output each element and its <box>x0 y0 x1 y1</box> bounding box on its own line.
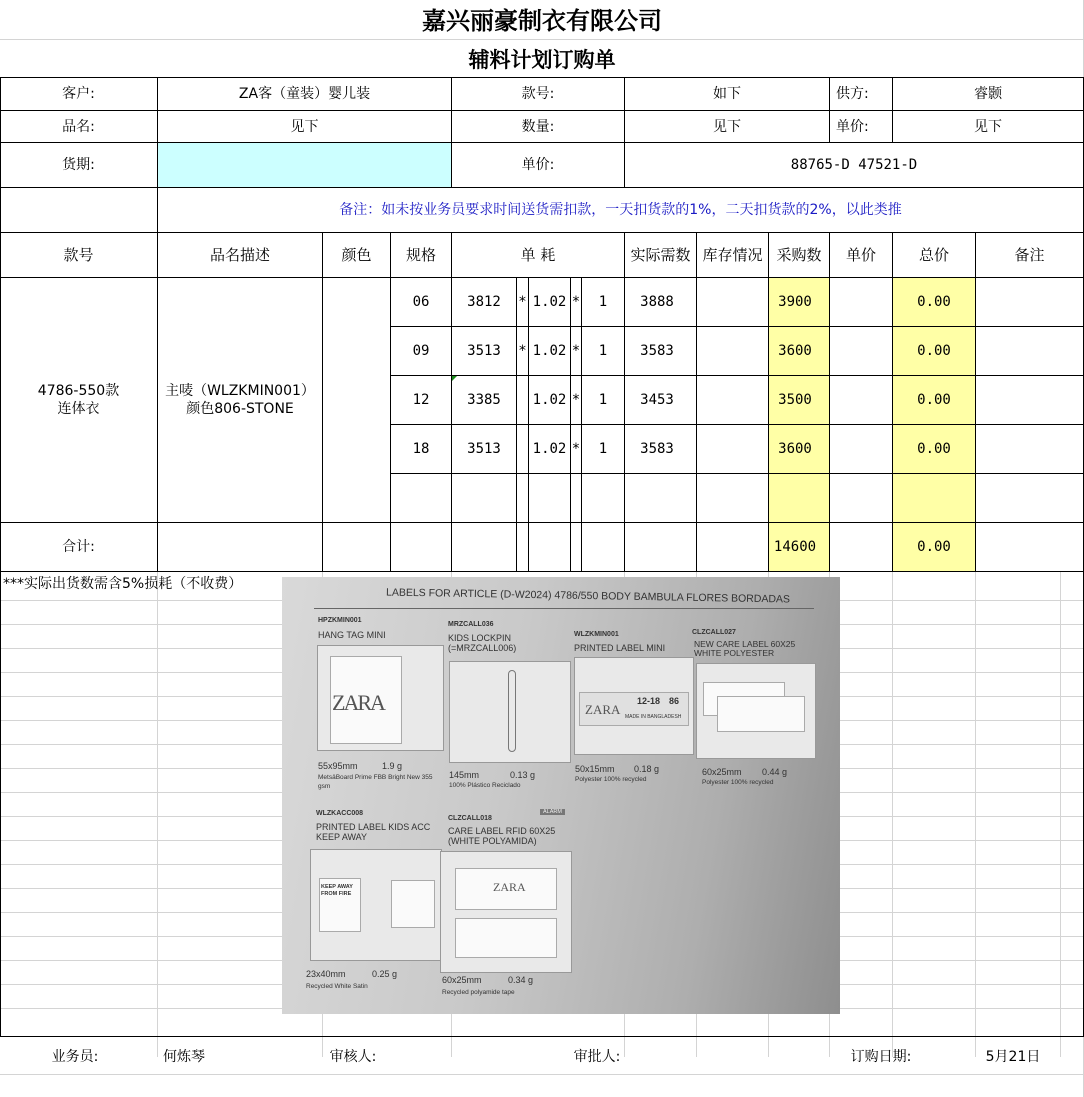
label-weight: 0.44 g <box>762 767 788 777</box>
label-name: NEW CARE LABEL 60X25 WHITE POLYESTER <box>694 639 796 658</box>
row-star1: * <box>518 343 527 359</box>
row-star2: * <box>571 343 581 359</box>
label-weight: 0.34 g <box>508 975 534 985</box>
row-mult: 1 <box>598 294 608 310</box>
row-mult: 1 <box>598 392 608 408</box>
customer-label: 客户: <box>62 86 95 102</box>
company-name: 嘉兴丽豪制衣有限公司 <box>422 6 662 35</box>
row-total: 0.00 <box>917 441 951 457</box>
delivery-label: 货期: <box>62 157 95 173</box>
label-size: 23x40mm <box>306 969 346 979</box>
label-material: MetsäBoard Prime FBB Bright New 355 gsm <box>318 774 433 790</box>
label-code: WLZKACC008 <box>316 810 364 817</box>
col-price: 单价 <box>845 246 876 264</box>
unit-price-label: 单价: <box>836 118 869 135</box>
label-code: CLZCALL027 <box>692 629 736 636</box>
row-total: 0.00 <box>917 343 951 359</box>
keep-away-text: KEEP AWAY FROM FIRE <box>321 884 353 897</box>
row-mult: 1 <box>598 343 608 359</box>
zara-logo: ZARA <box>493 880 526 894</box>
zara-logo: ZARA <box>332 690 384 715</box>
supplier-label: 供方: <box>836 86 869 102</box>
col-total: 总价 <box>918 246 949 264</box>
row-qty: 3812 <box>467 294 501 310</box>
row-star1 <box>517 376 528 424</box>
unit-price2-value[interactable]: 88765-D 47521-D <box>790 157 918 173</box>
row-star1 <box>517 425 528 473</box>
label-weight: 0.18 g <box>634 764 660 774</box>
row-actual: 3583 <box>640 441 674 457</box>
approver-label: 审批人: <box>573 1049 621 1065</box>
row-star2: * <box>571 294 581 310</box>
label-code: CLZCALL018 <box>448 815 492 822</box>
row-factor: 1.02 <box>532 294 567 310</box>
style-value[interactable]: 如下 <box>713 86 741 102</box>
delivery-value[interactable] <box>158 143 451 187</box>
salesman-value: 何炼琴 <box>163 1049 205 1065</box>
label-material: Recycled polyamide tape <box>442 989 515 996</box>
unit-price-value[interactable]: 见下 <box>974 118 1002 135</box>
row-qty: 3513 <box>467 441 501 457</box>
label-image <box>696 663 816 759</box>
label-name: HANG TAG MINI <box>318 630 386 640</box>
customer-value[interactable]: ZA客（童装）婴儿装 <box>238 86 371 102</box>
label-code: WLZKMIN001 <box>574 631 619 638</box>
label-code: MRZCALL036 <box>448 621 494 628</box>
row-purchase[interactable]: 3600 <box>778 343 812 359</box>
col-actual: 实际需数 <box>630 246 691 264</box>
row-factor: 1.02 <box>532 343 567 359</box>
reviewer-label: 审核人: <box>329 1049 377 1065</box>
label-material: Recycled White Satin <box>306 983 368 990</box>
totals-label: 合计: <box>62 539 95 555</box>
label-name: CARE LABEL RFID 60X25 (WHITE POLYAMIDA) <box>448 826 556 846</box>
row-star1: * <box>518 294 527 310</box>
row-size: 18 <box>412 441 430 457</box>
label-name: PRINTED LABEL KIDS ACC KEEP AWAY <box>316 822 431 842</box>
col-desc: 品名描述 <box>209 246 270 264</box>
label-size: 50x15mm <box>575 764 615 774</box>
row-actual: 3453 <box>640 392 674 408</box>
order-date-label: 订购日期: <box>850 1049 912 1065</box>
salesman-label: 业务员: <box>51 1049 99 1065</box>
label-weight: 0.25 g <box>372 969 398 979</box>
size-tag: 12-18 <box>637 696 661 706</box>
label-size: 60x25mm <box>702 767 742 777</box>
label-image <box>310 849 442 961</box>
style-label: 款号: <box>521 86 555 102</box>
row-star2: * <box>571 441 581 457</box>
size-cm: 86 <box>669 696 680 706</box>
supplier-value[interactable]: 睿颢 <box>974 86 1002 102</box>
label-material: Polyester 100% recycled <box>575 776 647 783</box>
document-title: 辅料计划订购单 <box>468 47 616 72</box>
made-in: MADE IN BANGLADESH <box>625 714 682 720</box>
label-size: 55x95mm <box>318 761 358 771</box>
col-usage: 单 耗 <box>520 246 556 264</box>
photo-title-rule <box>314 608 814 609</box>
totals-purchase: 14600 <box>773 539 817 555</box>
totals-total: 0.00 <box>917 539 951 555</box>
label-sheet-photo[interactable] <box>282 577 840 1014</box>
label-size: 60x25mm <box>442 975 482 985</box>
label-image <box>449 661 571 763</box>
product-label: 品名: <box>62 118 95 135</box>
label-image <box>574 657 694 755</box>
row-total: 0.00 <box>917 294 951 310</box>
col-note: 备注 <box>1014 246 1045 264</box>
unit-price2-label: 单价: <box>521 157 555 173</box>
zara-logo: ZARA <box>585 702 621 717</box>
comment-marker <box>452 376 457 381</box>
label-code: HPZKMIN001 <box>318 617 362 624</box>
alarm-badge: ALARM <box>540 809 565 815</box>
order-date-value: 5月21日 <box>985 1049 1041 1065</box>
col-style: 款号 <box>63 246 94 264</box>
product-value[interactable]: 见下 <box>290 118 319 135</box>
row-size: 09 <box>412 343 430 359</box>
quantity-label: 数量: <box>521 118 555 135</box>
loss-note: ***实际出货数需含5%损耗（不收费） <box>3 576 243 592</box>
label-name: KIDS LOCKPIN (=MRZCALL006) <box>448 633 517 653</box>
row-mult: 1 <box>598 441 608 457</box>
row-purchase[interactable]: 3600 <box>778 441 812 457</box>
label-weight: 1.9 g <box>382 761 403 771</box>
col-color: 颜色 <box>341 246 372 264</box>
row-factor: 1.02 <box>532 392 567 408</box>
row-factor: 1.02 <box>532 441 567 457</box>
row-size: 06 <box>412 294 430 310</box>
quantity-value[interactable]: 见下 <box>713 118 741 135</box>
photo-title: LABELS FOR ARTICLE (D-W2024) 4786/550 BODY BAMBULA FLORES BORDADAS <box>385 586 791 606</box>
item-description: 主唛（WLZKMIN001）颜色806-STONE <box>165 383 315 417</box>
item-style: 4786-550款 连体衣 <box>37 383 120 417</box>
row-qty: 3385 <box>467 392 501 408</box>
row-purchase[interactable]: 3900 <box>778 294 812 310</box>
row-total: 0.00 <box>917 392 951 408</box>
col-size: 规格 <box>405 246 436 264</box>
col-stock: 库存情况 <box>702 246 763 264</box>
row-actual: 3583 <box>640 343 674 359</box>
row-purchase[interactable]: 3500 <box>778 392 812 408</box>
label-image <box>440 851 572 973</box>
label-size: 145mm <box>449 770 480 780</box>
label-material: 100% Plástico Reciclado <box>449 782 521 789</box>
label-image <box>317 645 444 751</box>
row-size: 12 <box>412 392 430 408</box>
label-name: PRINTED LABEL MINI <box>574 643 666 653</box>
remark-note: 备注：如未按业务员要求时间送货需扣款，一天扣货款的1%，二天扣货款的2%，以此类推 <box>339 202 902 218</box>
label-material: Polyester 100% recycled <box>702 779 774 786</box>
label-weight: 0.13 g <box>510 770 536 780</box>
row-qty: 3513 <box>467 343 501 359</box>
col-purchase: 采购数 <box>776 246 822 264</box>
row-actual: 3888 <box>640 294 674 310</box>
row-star2: * <box>571 392 581 408</box>
